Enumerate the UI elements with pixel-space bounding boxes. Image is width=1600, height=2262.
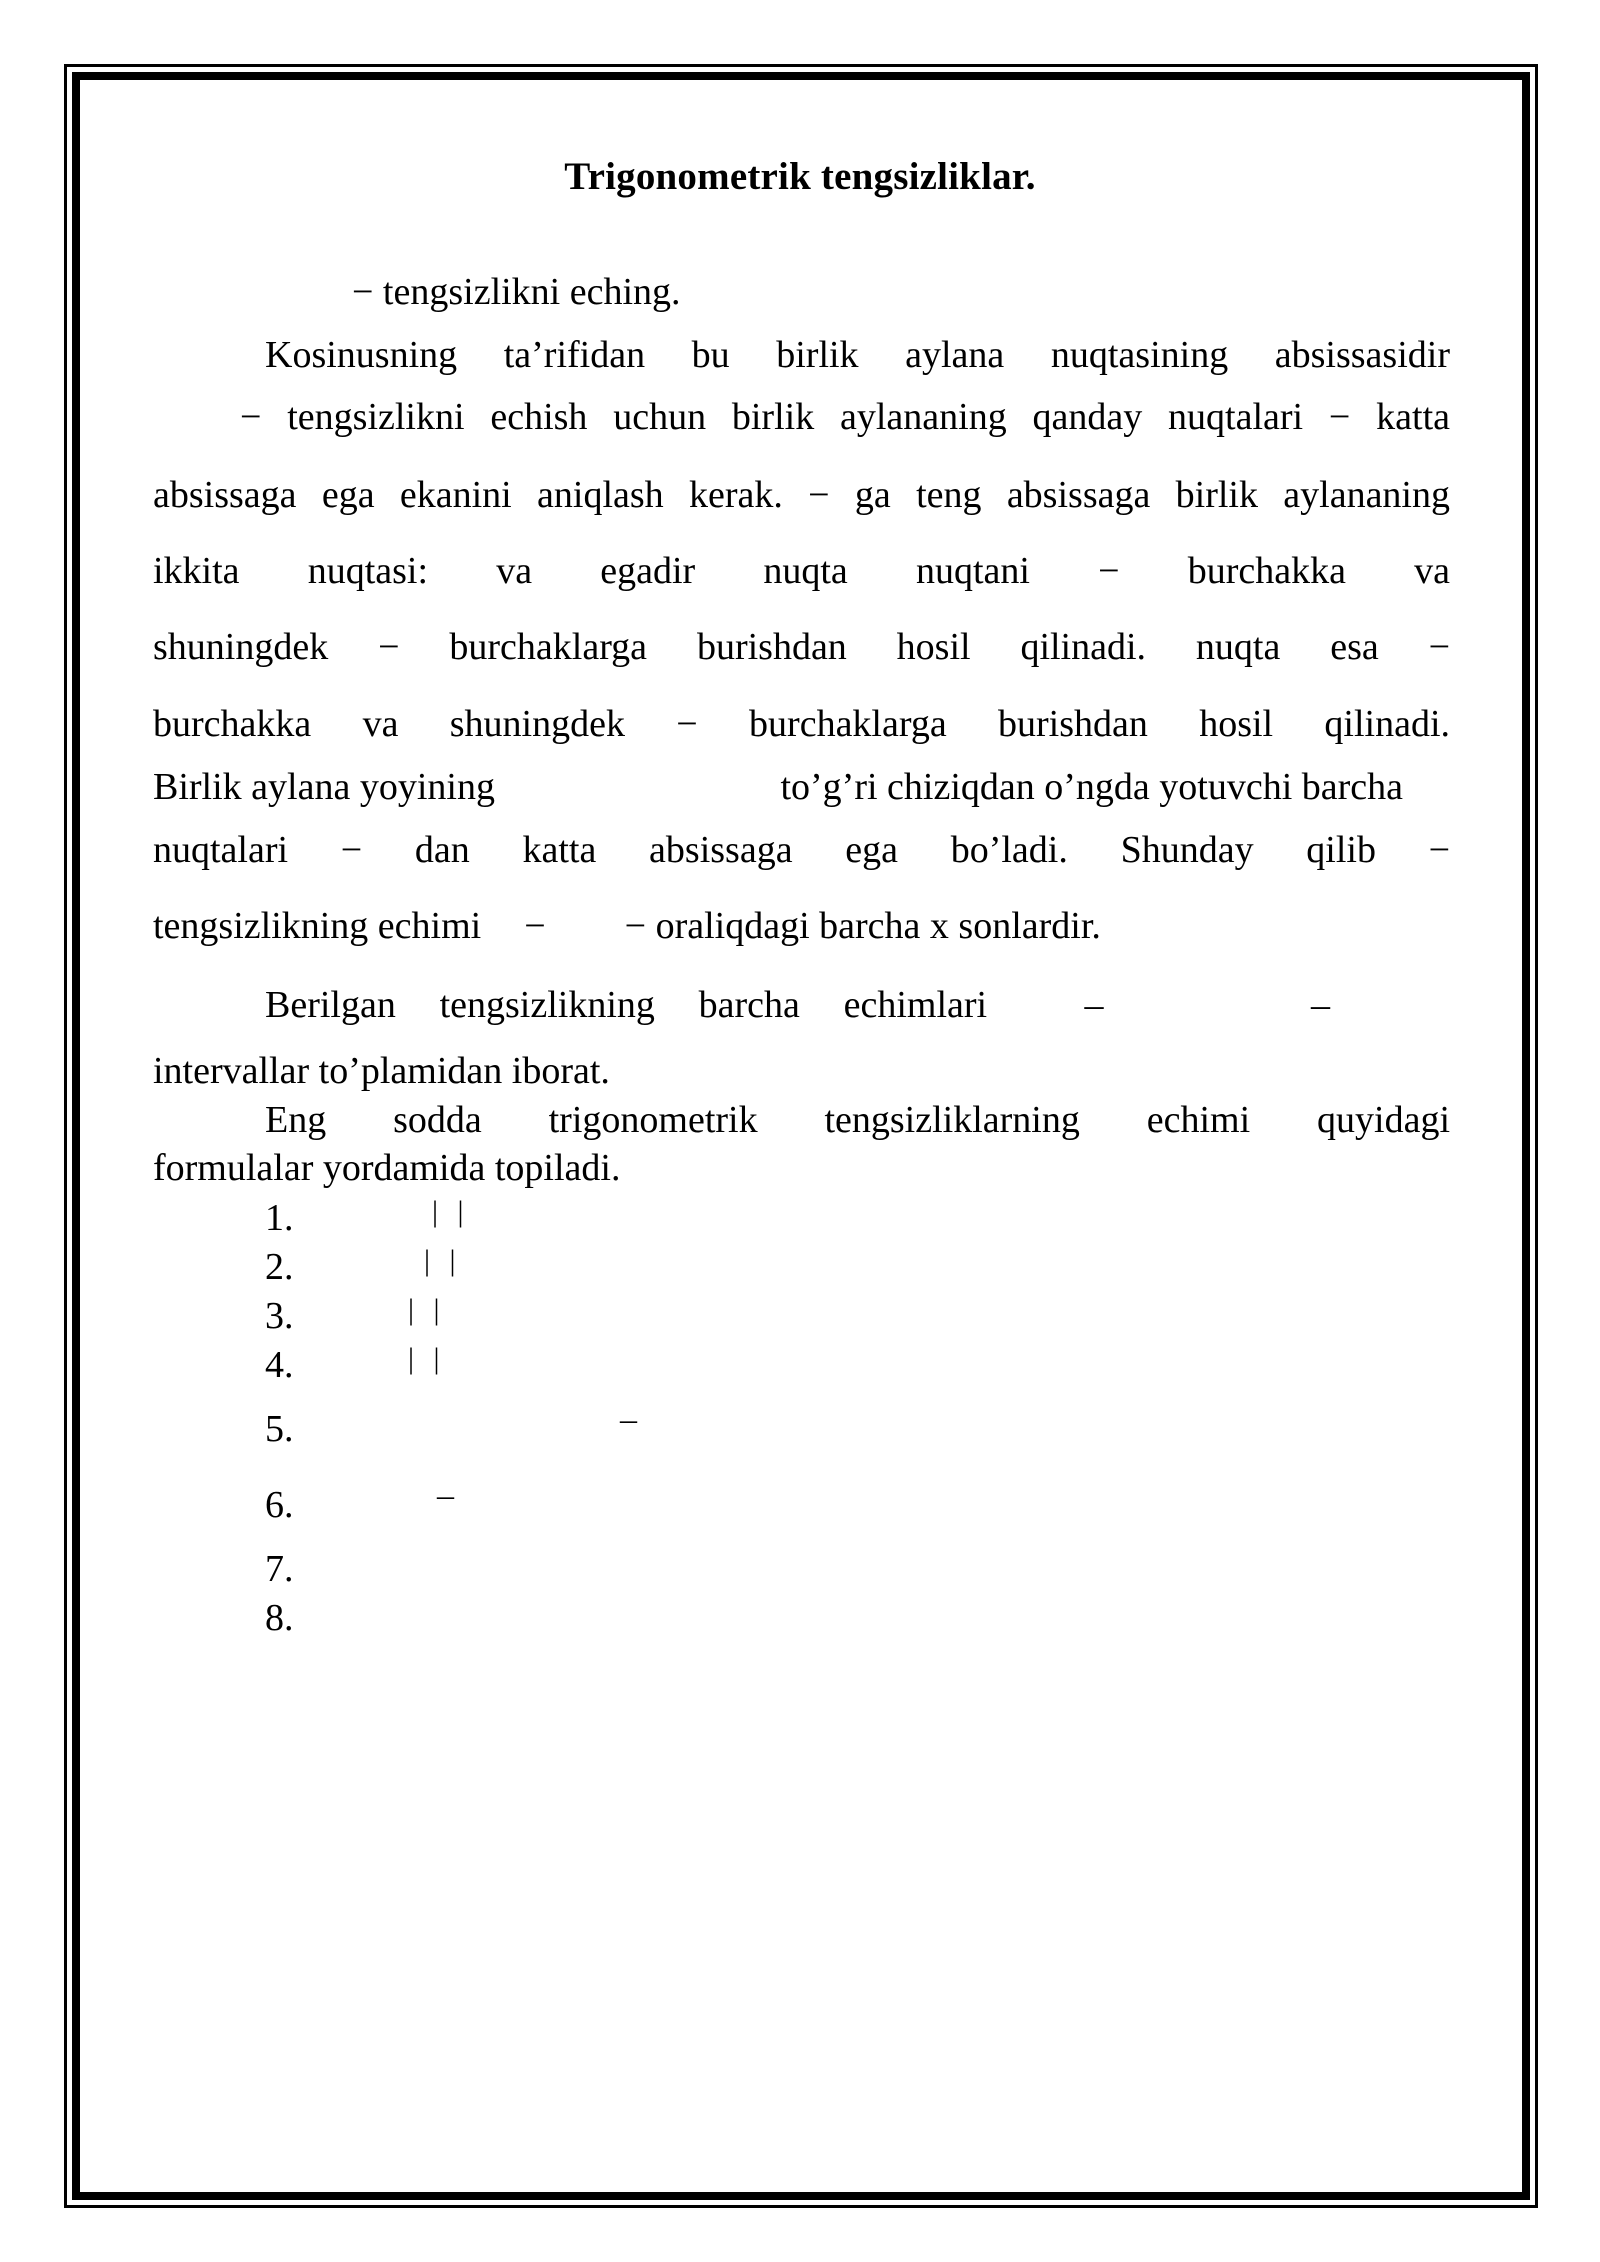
abs-bars: | | — [408, 1342, 446, 1375]
text-fragment: Eng — [265, 1099, 327, 1141]
text-fragment: burchaklarga — [449, 626, 648, 668]
text-fragment: − katta — [1328, 396, 1450, 438]
paragraph-line — [352, 268, 681, 316]
text-fragment: to’g’ri chiziqdan o’ngda yotuvchi barcha — [780, 766, 1403, 808]
text-fragment: hosil — [1199, 703, 1274, 745]
text-fragment: shuningdek — [449, 703, 625, 745]
text-fragment: − tengsizlikni echish uchun birlik aylananing qanday nuqtalari — [240, 396, 1304, 438]
text-fragment: shuningdek — [153, 626, 329, 668]
text-fragment: − — [524, 905, 546, 947]
text-fragment: Shunday — [1120, 829, 1254, 871]
list-item-number: 8. — [265, 1597, 294, 1639]
paragraph-line — [265, 331, 1450, 379]
text-fragment: nuqtalari — [153, 829, 289, 871]
list-item-number: 2. — [265, 1246, 294, 1288]
text-fragment: − — [676, 703, 698, 745]
list-item-number: 6. — [265, 1484, 294, 1526]
text-fragment: – — [1310, 984, 1330, 1026]
text-fragment: burchaklarga — [749, 703, 947, 745]
text-fragment: ega — [845, 829, 899, 871]
paragraph-line — [153, 700, 1450, 748]
paragraph-line — [153, 471, 1450, 519]
text-fragment: quyidagi — [1317, 1099, 1450, 1141]
paragraph-line — [153, 547, 1450, 595]
text-fragment: echimlari — [843, 984, 988, 1026]
paragraph-line — [265, 1096, 1450, 1144]
text-fragment: echimi — [1146, 1099, 1251, 1141]
paragraph-line — [153, 1047, 610, 1095]
text-fragment: sodda — [393, 1099, 482, 1141]
text-fragment: Birlik aylana yoyining — [153, 766, 495, 808]
text-fragment: burchakka — [153, 703, 312, 745]
paragraph-line — [153, 826, 1450, 874]
text-fragment: barcha — [698, 984, 800, 1026]
text-fragment: va — [362, 703, 399, 745]
text-fragment: egadir — [600, 550, 696, 592]
text-fragment: tengsizlikning — [439, 984, 655, 1026]
text-fragment: Kosinusning ta’rifidan — [265, 334, 646, 376]
paragraph-line — [153, 902, 1101, 950]
text-fragment: − — [1428, 829, 1451, 871]
paragraph-line — [153, 763, 1403, 811]
abs-bars: | | — [432, 1195, 470, 1228]
abs-bars: | | — [424, 1244, 462, 1277]
dash-mark: – — [620, 1401, 637, 1438]
list-item-number: 5. — [265, 1408, 294, 1450]
text-fragment: − oraliqdagi barcha x sonlardir. — [624, 905, 1101, 947]
text-fragment: nuqtani — [915, 550, 1030, 592]
text-fragment: Berilgan — [265, 984, 396, 1026]
paragraph-line — [265, 981, 1330, 1029]
abs-bars: | | — [408, 1293, 446, 1326]
text-fragment: nuqta esa − — [1195, 626, 1451, 668]
list-item-number: 3. — [265, 1295, 294, 1337]
list-item-number: 4. — [265, 1344, 294, 1386]
text-fragment: burishdan — [998, 703, 1148, 745]
text-fragment: tengsizlikning echimi — [153, 905, 482, 947]
list-item-number: 7. — [265, 1548, 294, 1590]
dash-mark: – — [437, 1477, 454, 1514]
text-fragment: − ga teng absissaga birlik aylananing — [808, 474, 1450, 516]
text-fragment: tengsizliklarning — [824, 1099, 1080, 1141]
text-fragment: − burchakka va — [1098, 550, 1451, 592]
text-fragment: absissaga — [649, 829, 793, 871]
text-fragment: qilinadi. — [1324, 703, 1451, 745]
list-item-number: 1. — [265, 1197, 294, 1239]
text-fragment: − — [340, 829, 363, 871]
text-fragment: − tengsizlikni eching. — [352, 271, 681, 313]
text-fragment: − — [378, 626, 400, 668]
page-title: Trigonometrik tengsizliklar. — [564, 155, 1036, 198]
text-fragment: nuqta — [763, 550, 848, 592]
paragraph-line — [240, 393, 1450, 441]
text-fragment: dan — [414, 829, 470, 871]
text-fragment: – — [1084, 984, 1104, 1026]
paragraph-line — [153, 623, 1450, 671]
text-fragment: bu birlik aylana nuqtasining absissasidir — [691, 334, 1450, 376]
text-fragment: trigonometrik — [548, 1099, 758, 1141]
text-fragment: katta — [522, 829, 597, 871]
text-fragment: burishdan hosil qilinadi. — [696, 626, 1147, 668]
paragraph-line — [153, 1144, 620, 1192]
text-fragment: va — [496, 550, 533, 592]
text-fragment: bo’ladi. — [950, 829, 1068, 871]
text-fragment: qilib — [1306, 829, 1376, 871]
text-fragment: intervallar to’plamidan iborat. — [153, 1050, 610, 1092]
text-fragment: ikkita nuqtasi: — [153, 550, 429, 592]
text-fragment: absissaga ega ekanini aniqlash kerak. — [153, 474, 783, 516]
text-fragment: formulalar yordamida topiladi. — [153, 1147, 621, 1189]
